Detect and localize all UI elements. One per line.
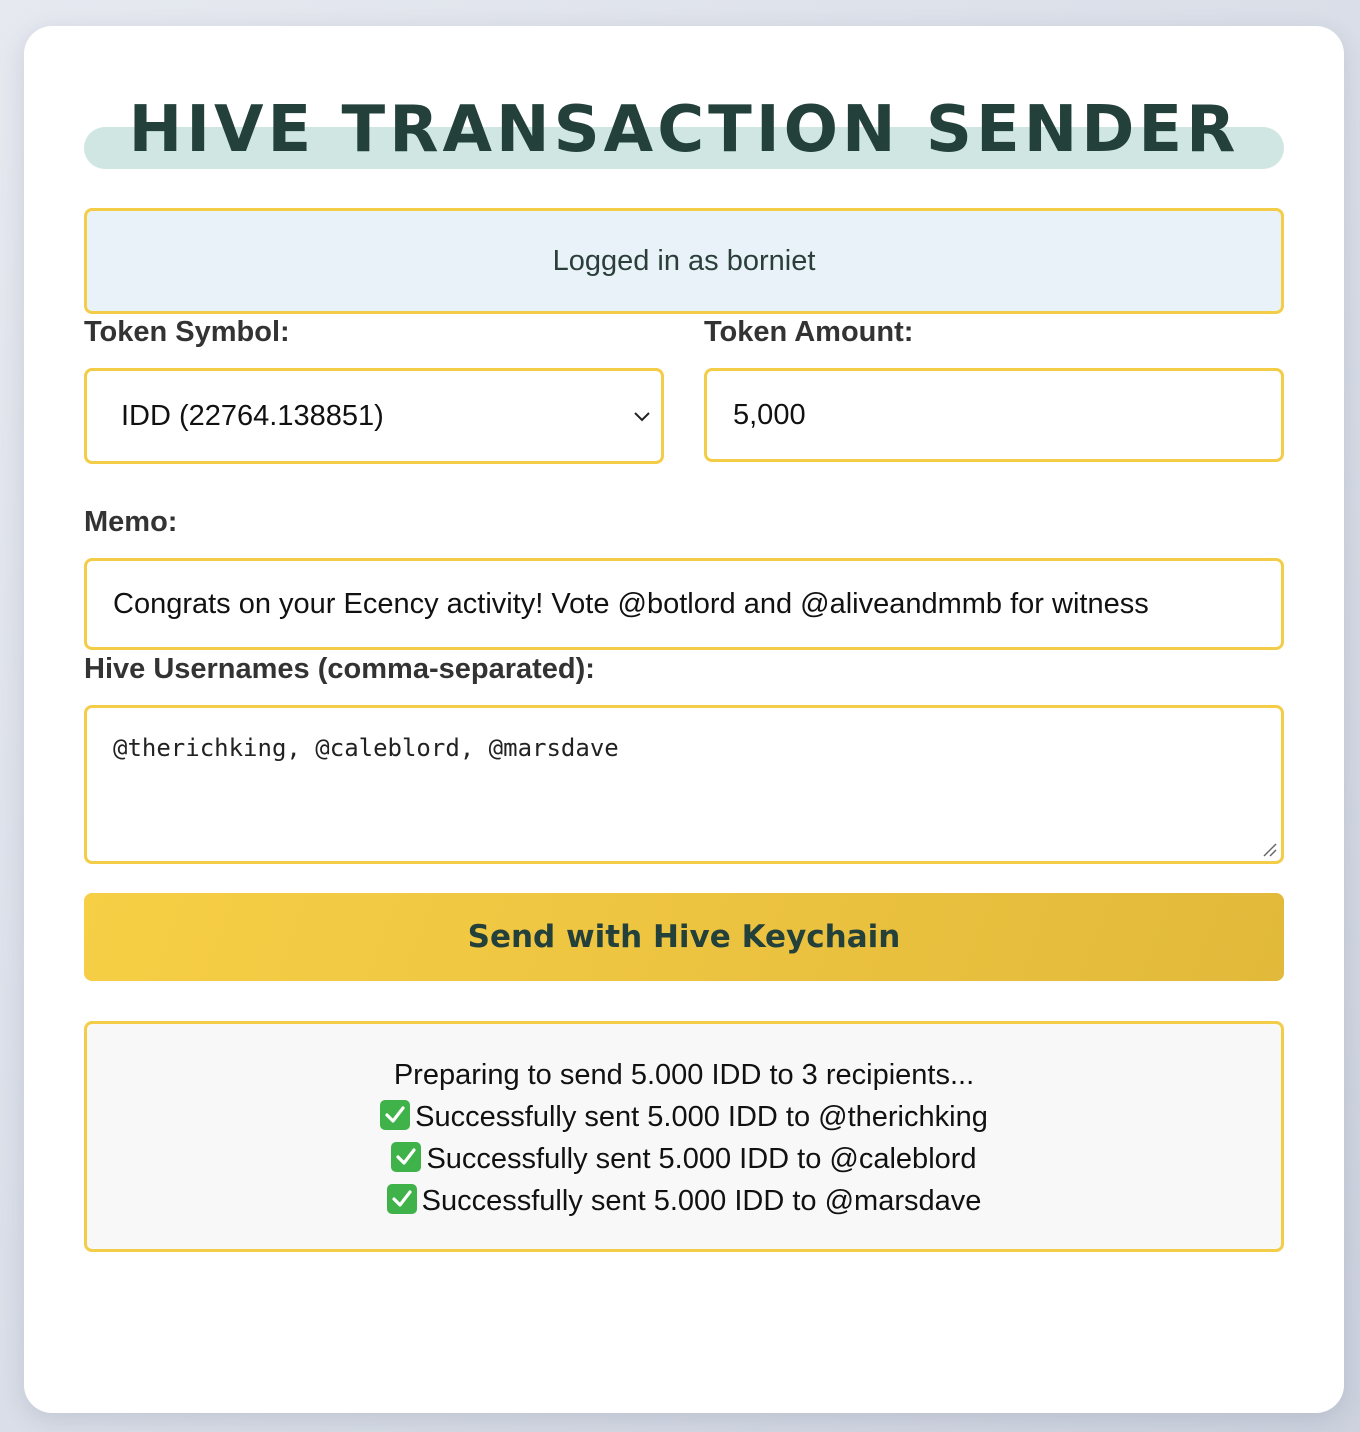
send-button-label: Send with Hive Keychain xyxy=(467,919,901,955)
status-result-line xyxy=(87,1096,1281,1138)
status-result-text: Successfully sent 5.000 IDD to @marsdave xyxy=(421,1185,982,1217)
status-result-line xyxy=(87,1180,1281,1222)
memo-value: Congrats on your Ecency activity! Vote @botlord and @aliveandmmb for witness xyxy=(113,587,1149,620)
status-result-line xyxy=(87,1138,1281,1180)
token-amount-input[interactable] xyxy=(704,368,1284,462)
resize-handle-icon[interactable] xyxy=(1261,841,1277,857)
usernames-textarea[interactable] xyxy=(84,705,1284,864)
memo-input[interactable] xyxy=(84,558,1284,650)
send-with-keychain-button[interactable] xyxy=(84,893,1284,981)
usernames-label: Hive Usernames (comma-separated): xyxy=(84,653,595,685)
token-symbol-label: Token Symbol: xyxy=(84,316,290,348)
memo-label: Memo: xyxy=(84,506,178,538)
page-header xyxy=(84,90,1284,170)
check-mark-icon xyxy=(387,1184,417,1214)
token-symbol-select[interactable] xyxy=(84,368,664,464)
status-result-text: Successfully sent 5.000 IDD to @therichking xyxy=(415,1101,988,1133)
usernames-value: @therichking, @caleblord, @marsdave xyxy=(113,734,619,762)
chevron-down-icon xyxy=(631,405,653,427)
token-amount-value: 5,000 xyxy=(733,398,806,431)
login-status-text: Logged in as borniet xyxy=(552,244,816,277)
status-preparing-line: Preparing to send 5.000 IDD to 3 recipients... xyxy=(393,1059,975,1091)
check-mark-icon xyxy=(391,1142,421,1172)
token-amount-label: Token Amount: xyxy=(704,316,914,348)
transaction-log xyxy=(84,1021,1284,1252)
token-symbol-selected-value: IDD (22764.138851) xyxy=(121,399,384,432)
login-status-box xyxy=(84,208,1284,314)
main-card xyxy=(24,26,1344,1413)
check-mark-icon xyxy=(380,1100,410,1130)
page-title: HIVE TRANSACTION SENDER xyxy=(128,93,1240,167)
status-result-text: Successfully sent 5.000 IDD to @caleblord xyxy=(426,1143,977,1175)
